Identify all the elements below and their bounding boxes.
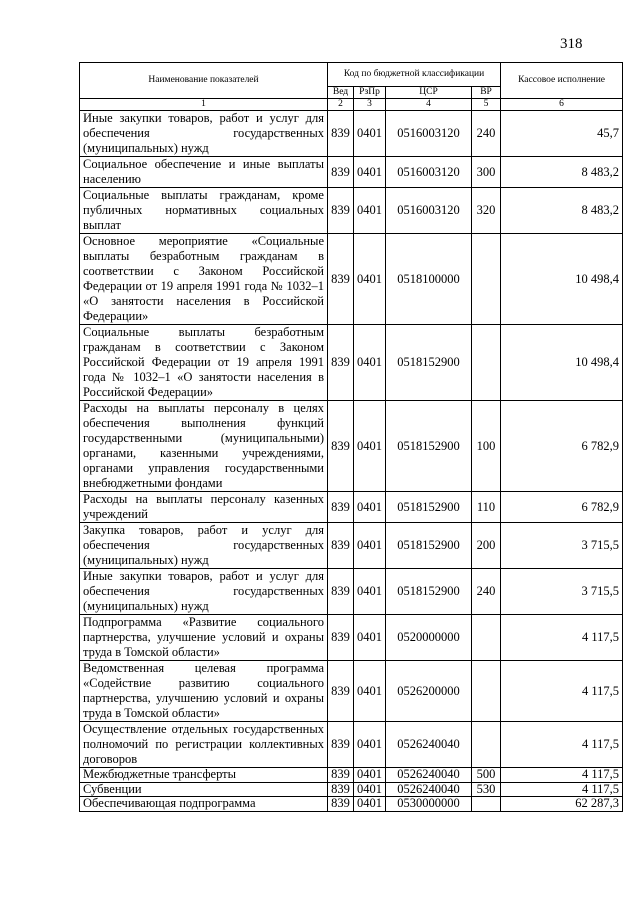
cell-name: Расходы на выплаты персоналу казенных учреждений: [80, 492, 328, 523]
table-row: [80, 111, 623, 157]
cell-rzpr: 0401: [354, 768, 386, 783]
header-rzpr: РзПр: [354, 87, 386, 99]
cell-ved: 839: [328, 492, 354, 523]
cell-vr: 320: [472, 188, 501, 234]
cell-csr: 0526240040: [386, 782, 472, 797]
column-index: 4: [386, 99, 472, 111]
cell-csr: 0520000000: [386, 615, 472, 661]
cell-csr: 0516003120: [386, 111, 472, 157]
cell-vr: 240: [472, 569, 501, 615]
column-index: 1: [80, 99, 328, 111]
cell-vr: 500: [472, 768, 501, 783]
cell-name: Обеспечивающая подпрограмма: [80, 797, 328, 812]
cell-amount: 45,7: [501, 111, 623, 157]
header-csr: ЦСР: [386, 87, 472, 99]
header-vr: ВР: [472, 87, 501, 99]
cell-name: Расходы на выплаты персоналу в целях обеспечения выполнения функций государственными (муниципальными) органами, казенными учреждениями, органами управления государственными внебюджетными фондами: [80, 401, 328, 492]
cell-rzpr: 0401: [354, 325, 386, 401]
cell-csr: 0518152900: [386, 325, 472, 401]
cell-amount: 62 287,3: [501, 797, 623, 812]
cell-ved: 839: [328, 797, 354, 812]
table-row: [80, 234, 623, 325]
table-row: [80, 157, 623, 188]
cell-name: Подпрограмма «Развитие социального партнерства, улучшение условий и охраны труда в Томской области»: [80, 615, 328, 661]
cell-name: Осуществление отдельных государственных полномочий по регистрации коллективных договоров: [80, 722, 328, 768]
cell-amount: 3 715,5: [501, 569, 623, 615]
cell-csr: 0526200000: [386, 661, 472, 722]
cell-vr: [472, 234, 501, 325]
column-index-row: [80, 99, 623, 111]
cell-rzpr: 0401: [354, 615, 386, 661]
cell-ved: 839: [328, 325, 354, 401]
cell-name: Иные закупки товаров, работ и услуг для обеспечения государственных (муниципальных) нужд: [80, 111, 328, 157]
cell-name: Иные закупки товаров, работ и услуг для обеспечения государственных (муниципальных) нужд: [80, 569, 328, 615]
cell-ved: 839: [328, 768, 354, 783]
cell-vr: [472, 661, 501, 722]
cell-ved: 839: [328, 661, 354, 722]
header-amount: Кассовое исполнение: [501, 63, 623, 99]
table-body: [80, 111, 623, 812]
cell-csr: 0516003120: [386, 157, 472, 188]
cell-rzpr: 0401: [354, 797, 386, 812]
table-row: [80, 615, 623, 661]
table-row: [80, 492, 623, 523]
cell-rzpr: 0401: [354, 188, 386, 234]
cell-rzpr: 0401: [354, 157, 386, 188]
cell-ved: 839: [328, 569, 354, 615]
cell-csr: 0518152900: [386, 401, 472, 492]
table-row: [80, 797, 623, 812]
table-header: [80, 63, 623, 111]
cell-amount: 4 117,5: [501, 782, 623, 797]
cell-ved: 839: [328, 234, 354, 325]
cell-rzpr: 0401: [354, 401, 386, 492]
cell-amount: 10 498,4: [501, 325, 623, 401]
cell-csr: 0526240040: [386, 722, 472, 768]
cell-rzpr: 0401: [354, 661, 386, 722]
cell-name: Межбюджетные трансферты: [80, 768, 328, 783]
cell-csr: 0518152900: [386, 492, 472, 523]
cell-ved: 839: [328, 188, 354, 234]
cell-ved: 839: [328, 157, 354, 188]
column-index: 3: [354, 99, 386, 111]
cell-name: Субвенции: [80, 782, 328, 797]
budget-table: [79, 62, 623, 812]
page-number: 318: [560, 36, 583, 52]
cell-ved: 839: [328, 722, 354, 768]
cell-amount: 8 483,2: [501, 157, 623, 188]
cell-vr: [472, 325, 501, 401]
cell-vr: [472, 797, 501, 812]
header-ved: Вед: [328, 87, 354, 99]
cell-name: Ведомственная целевая программа «Содействие развитию социального партнерства, улучшению условий и охраны труда в Томской области»: [80, 661, 328, 722]
cell-csr: 0530000000: [386, 797, 472, 812]
cell-rzpr: 0401: [354, 234, 386, 325]
column-index: 2: [328, 99, 354, 111]
cell-vr: 200: [472, 523, 501, 569]
table-row: [80, 722, 623, 768]
cell-csr: 0526240040: [386, 768, 472, 783]
cell-rzpr: 0401: [354, 722, 386, 768]
cell-ved: 839: [328, 615, 354, 661]
table-row: [80, 661, 623, 722]
cell-ved: 839: [328, 401, 354, 492]
table-row: [80, 523, 623, 569]
column-index: 6: [501, 99, 623, 111]
cell-amount: 3 715,5: [501, 523, 623, 569]
cell-amount: 6 782,9: [501, 492, 623, 523]
cell-name: Социальные выплаты безработным гражданам в соответствии с Законом Российской Федерации от 19 апреля 1991 года № 1032–1 «О занятости населения в Российской Федерации»: [80, 325, 328, 401]
cell-amount: 4 117,5: [501, 722, 623, 768]
table-row: [80, 325, 623, 401]
cell-rzpr: 0401: [354, 492, 386, 523]
cell-rzpr: 0401: [354, 782, 386, 797]
cell-amount: 6 782,9: [501, 401, 623, 492]
cell-vr: 240: [472, 111, 501, 157]
cell-csr: 0518152900: [386, 569, 472, 615]
cell-amount: 10 498,4: [501, 234, 623, 325]
cell-name: Социальное обеспечение и иные выплаты населению: [80, 157, 328, 188]
table-row: [80, 188, 623, 234]
header-code-group: Код по бюджетной классификации: [328, 63, 501, 87]
cell-rzpr: 0401: [354, 523, 386, 569]
cell-amount: 4 117,5: [501, 661, 623, 722]
table-row: [80, 569, 623, 615]
cell-amount: 8 483,2: [501, 188, 623, 234]
cell-vr: [472, 615, 501, 661]
table-row: [80, 768, 623, 783]
cell-ved: 839: [328, 782, 354, 797]
cell-vr: 110: [472, 492, 501, 523]
cell-csr: 0518152900: [386, 523, 472, 569]
cell-rzpr: 0401: [354, 111, 386, 157]
cell-name: Основное мероприятие «Социальные выплаты безработным гражданам в соответствии с Законом Российской Федерации от 19 апреля 1991 года № 1032–1 «О занятости населения в Российской Федерации»: [80, 234, 328, 325]
table-row: [80, 401, 623, 492]
column-index: 5: [472, 99, 501, 111]
cell-ved: 839: [328, 523, 354, 569]
cell-amount: 4 117,5: [501, 768, 623, 783]
cell-csr: 0518100000: [386, 234, 472, 325]
cell-vr: 530: [472, 782, 501, 797]
cell-vr: 300: [472, 157, 501, 188]
cell-vr: [472, 722, 501, 768]
header-name: Наименование показателей: [80, 63, 328, 99]
cell-amount: 4 117,5: [501, 615, 623, 661]
table-row: [80, 782, 623, 797]
cell-rzpr: 0401: [354, 569, 386, 615]
cell-name: Закупка товаров, работ и услуг для обеспечения государственных (муниципальных) нужд: [80, 523, 328, 569]
cell-ved: 839: [328, 111, 354, 157]
cell-csr: 0516003120: [386, 188, 472, 234]
cell-vr: 100: [472, 401, 501, 492]
cell-name: Социальные выплаты гражданам, кроме публичных нормативных социальных выплат: [80, 188, 328, 234]
